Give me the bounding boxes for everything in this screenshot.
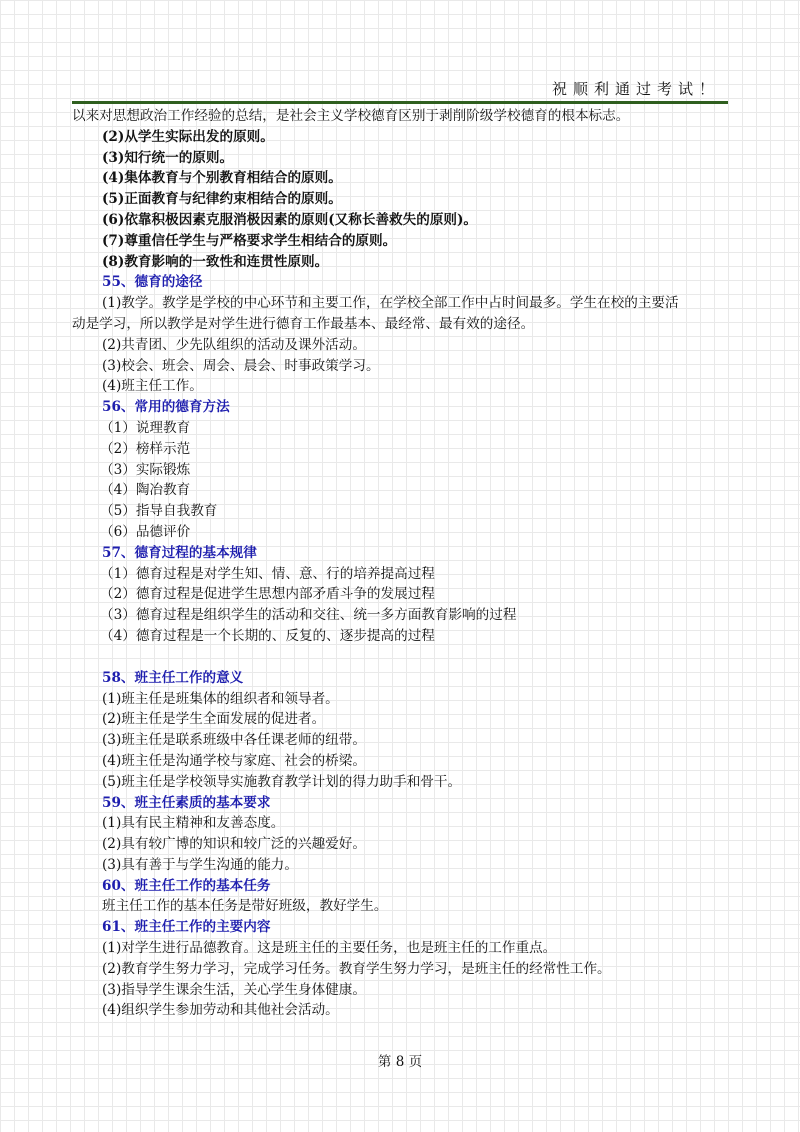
list-item: （1）说理教育 (100, 419, 191, 436)
list-item: （4）德育过程是一个长期的、反复的、逐步提高的过程 (100, 627, 435, 644)
intro-line: 以来对思想政治工作经验的总结，是社会主义学校德育区别于剥削阶级学校德育的根本标志。 (72, 108, 630, 124)
list-item: (4)组织学生参加劳动和其他社会活动。 (102, 1002, 339, 1019)
list-item: （5）指导自我教育 (100, 503, 218, 520)
list-item: （6）品德评价 (100, 523, 191, 540)
list-item: (2)具有较广博的知识和较广泛的兴趣爱好。 (102, 836, 366, 853)
list-item: (4)班主任工作。 (102, 378, 203, 395)
section-heading-59: 59、班主任素质的基本要求 (102, 794, 271, 811)
list-item: （3）实际锻炼 (100, 461, 191, 478)
page-content (72, 106, 732, 1021)
list-item: （1）德育过程是对学生知、情、意、行的培养提高过程 (100, 565, 435, 582)
list-item: (5)班主任是学校领导实施教育教学计划的得力助手和骨干。 (102, 773, 462, 790)
principle-item: (3)知行统一的原则。 (102, 149, 234, 166)
list-item: (1)班主任是班集体的组织者和领导者。 (102, 690, 339, 707)
list-item: (1)教学。教学是学校的中心环节和主要工作，在学校全部工作中占时间最多。学生在校的主要活 (102, 295, 679, 312)
list-item: (1)对学生进行品德教育。这是班主任的主要任务，也是班主任的工作重点。 (102, 940, 557, 957)
section-text: 班主任工作的基本任务是带好班级，教好学生。 (102, 898, 388, 915)
list-item: (3)指导学生课余生活，关心学生身体健康。 (102, 981, 366, 998)
section-heading-57: 57、德育过程的基本规律 (102, 544, 257, 561)
principle-item: (8)教育影响的一致性和连贯性原则。 (102, 253, 329, 270)
section-heading-55: 55、德育的途径 (102, 274, 203, 291)
blank-line (72, 647, 732, 668)
list-item: (3)具有善于与学生沟通的能力。 (102, 856, 298, 873)
list-item: (1)具有民主精神和友善态度。 (102, 815, 285, 832)
section-heading-61: 61、班主任工作的主要内容 (102, 919, 271, 936)
list-item-continuation: 动是学习，所以教学是对学生进行德育工作最基本、最经常、最有效的途径。 (72, 315, 535, 332)
list-item: (2)教育学生努力学习，完成学习任务。教育学生努力学习，是班主任的经常性工作。 (102, 960, 611, 977)
principle-item: (5)正面教育与纪律约束相结合的原则。 (102, 191, 342, 208)
list-item: (3)校会、班会、周会、晨会、时事政策学习。 (102, 357, 380, 374)
section-heading-56: 56、常用的德育方法 (102, 399, 230, 416)
header-rule (72, 101, 728, 104)
list-item: (3)班主任是联系班级中各任课老师的纽带。 (102, 732, 366, 749)
principle-item: (7)尊重信任学生与严格要求学生相结合的原则。 (102, 232, 397, 249)
principle-item: (6)依靠积极因素克服消极因素的原则(又称长善救失的原则)。 (102, 211, 478, 228)
list-item: （2）德育过程是促进学生思想内部矛盾斗争的发展过程 (100, 586, 435, 603)
section-heading-60: 60、班主任工作的基本任务 (102, 877, 271, 894)
page-number: 第 8 页 (377, 1054, 423, 1070)
list-item: (4)班主任是沟通学校与家庭、社会的桥梁。 (102, 752, 366, 769)
list-item: （3）德育过程是组织学生的活动和交往、统一多方面教育影响的过程 (100, 607, 517, 624)
principle-item: (4)集体教育与个别教育相结合的原则。 (102, 170, 342, 187)
section-heading-58: 58、班主任工作的意义 (102, 669, 244, 686)
list-item: (2)班主任是学生全面发展的促进者。 (102, 711, 326, 728)
header-title: 祝顺利通过考试！ (551, 80, 720, 98)
list-item: （2）榜样示范 (100, 440, 191, 457)
list-item: (2)共青团、少先队组织的活动及课外活动。 (102, 336, 366, 353)
principle-item: (2)从学生实际出发的原则。 (102, 128, 274, 145)
list-item: （4）陶冶教育 (100, 482, 191, 499)
